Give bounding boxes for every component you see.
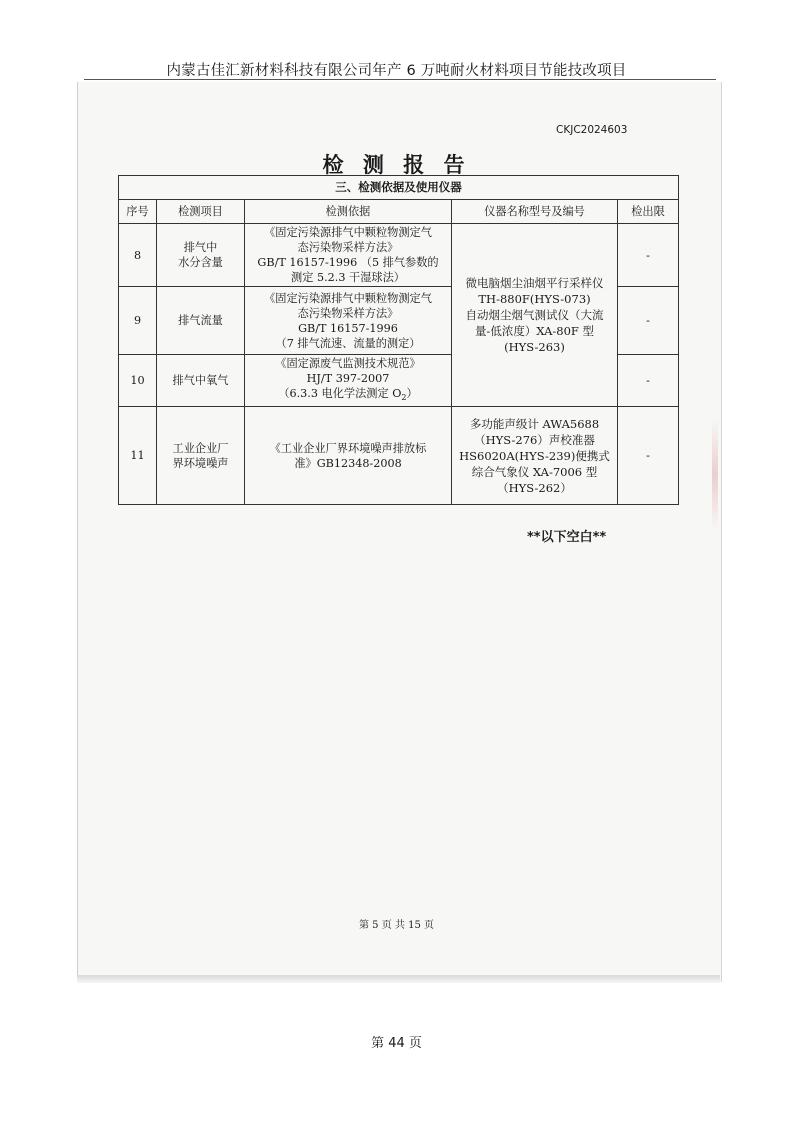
- instrument-line: （HYS-276）声校准器: [474, 432, 595, 447]
- row-basis: [245, 407, 452, 505]
- row-basis: [245, 224, 452, 287]
- basis-text: （6.3.3 电化学法测定 O: [278, 387, 402, 400]
- row-no: 10: [119, 355, 157, 407]
- instrument-line: (HYS-263): [504, 340, 565, 355]
- col-header-instrument: 仪器名称型号及编号: [452, 200, 618, 224]
- scan-bottom-edge: [77, 975, 720, 983]
- basis-line: [248, 386, 448, 405]
- row-limit: -: [618, 224, 679, 287]
- item-line: 界环境噪声: [172, 456, 229, 470]
- table-header-row: [119, 200, 679, 224]
- instrument-line: 综合气象仪 XA-7006 型: [471, 464, 598, 479]
- instrument-line: 多功能声级计 AWA5688: [469, 416, 600, 431]
- basis-line: 准》GB12348-2008: [294, 456, 402, 470]
- row-basis: [245, 355, 452, 407]
- basis-line: 《工业企业厂界环境噪声排放标: [269, 441, 427, 455]
- row-no: 8: [119, 224, 157, 287]
- instrument-line: （HYS-262）: [497, 480, 572, 495]
- col-header-item: 检测项目: [157, 200, 245, 224]
- col-header-basis: 检测依据: [245, 200, 452, 224]
- col-header-limit: 检出限: [618, 200, 679, 224]
- basis-line: （7 排气流速、流量的测定）: [275, 336, 421, 350]
- basis-line: 《固定源废气监测技术规范》: [275, 357, 421, 370]
- item-line: 排气中: [183, 241, 218, 254]
- row-instrument: [452, 407, 618, 505]
- document-page-number: 第 44 页: [371, 1036, 422, 1051]
- instrument-line: 微电脑烟尘油烟平行采样仪: [465, 276, 604, 291]
- basis-line: 测定 5.2.3 干湿球法）: [291, 271, 405, 284]
- instrument-line: 量-低浓度）XA-80F 型: [474, 324, 595, 339]
- row-item: [157, 224, 245, 287]
- row-instrument-shared: [452, 224, 618, 407]
- report-page-number: 第 5 页 共 15 页: [359, 920, 434, 931]
- basis-line: 态污染物采样方法》: [297, 306, 399, 320]
- row-limit: -: [618, 407, 679, 505]
- row-limit: -: [618, 287, 679, 355]
- basis-line: 《固定污染源排气中颗粒物测定气: [264, 291, 432, 305]
- basis-line: GB/T 16157-1996 （5 排气参数的: [257, 256, 439, 269]
- row-no: 11: [119, 407, 157, 505]
- row-item: [157, 407, 245, 505]
- row-item: [157, 355, 245, 407]
- row-basis: [245, 287, 452, 355]
- row-limit: -: [618, 355, 679, 407]
- blank-below-note: **以下空白**: [527, 530, 607, 545]
- basis-line: HJ/T 397-2007: [306, 372, 390, 385]
- row-item: [157, 287, 245, 355]
- report-code: CKJC2024603: [556, 124, 628, 136]
- table-row: [119, 224, 679, 287]
- report-title: 检 测 报 告: [322, 153, 471, 177]
- basis-line: 态污染物采样方法》: [297, 241, 399, 254]
- subscript: 2: [401, 393, 407, 403]
- basis-text: ）: [406, 387, 418, 400]
- item-line: 排气流量: [178, 314, 223, 327]
- instrument-line: HS6020A(HYS-239)便携式: [459, 448, 610, 463]
- instrument-line: TH-880F(HYS-073): [478, 292, 591, 307]
- table-row: [119, 407, 679, 505]
- seal-stamp-edge: [712, 420, 718, 530]
- basis-line: 《固定污染源排气中颗粒物测定气: [264, 226, 432, 239]
- basis-line: GB/T 16157-1996: [298, 321, 398, 335]
- instrument-line: 自动烟尘烟气测试仪（大流: [465, 308, 604, 323]
- page-header: 内蒙古佳汇新材料科技有限公司年产 6 万吨耐火材料项目节能技改项目: [166, 63, 627, 79]
- item-line: 排气中氧气: [172, 374, 229, 388]
- header-divider: [84, 79, 716, 80]
- item-line: 工业企业厂: [172, 441, 229, 455]
- item-line: 水分含量: [178, 256, 223, 269]
- section-title: 三、检测依据及使用仪器: [119, 176, 679, 200]
- row-no: 9: [119, 287, 157, 355]
- basis-instrument-table: [118, 175, 679, 505]
- col-header-no: 序号: [119, 200, 157, 224]
